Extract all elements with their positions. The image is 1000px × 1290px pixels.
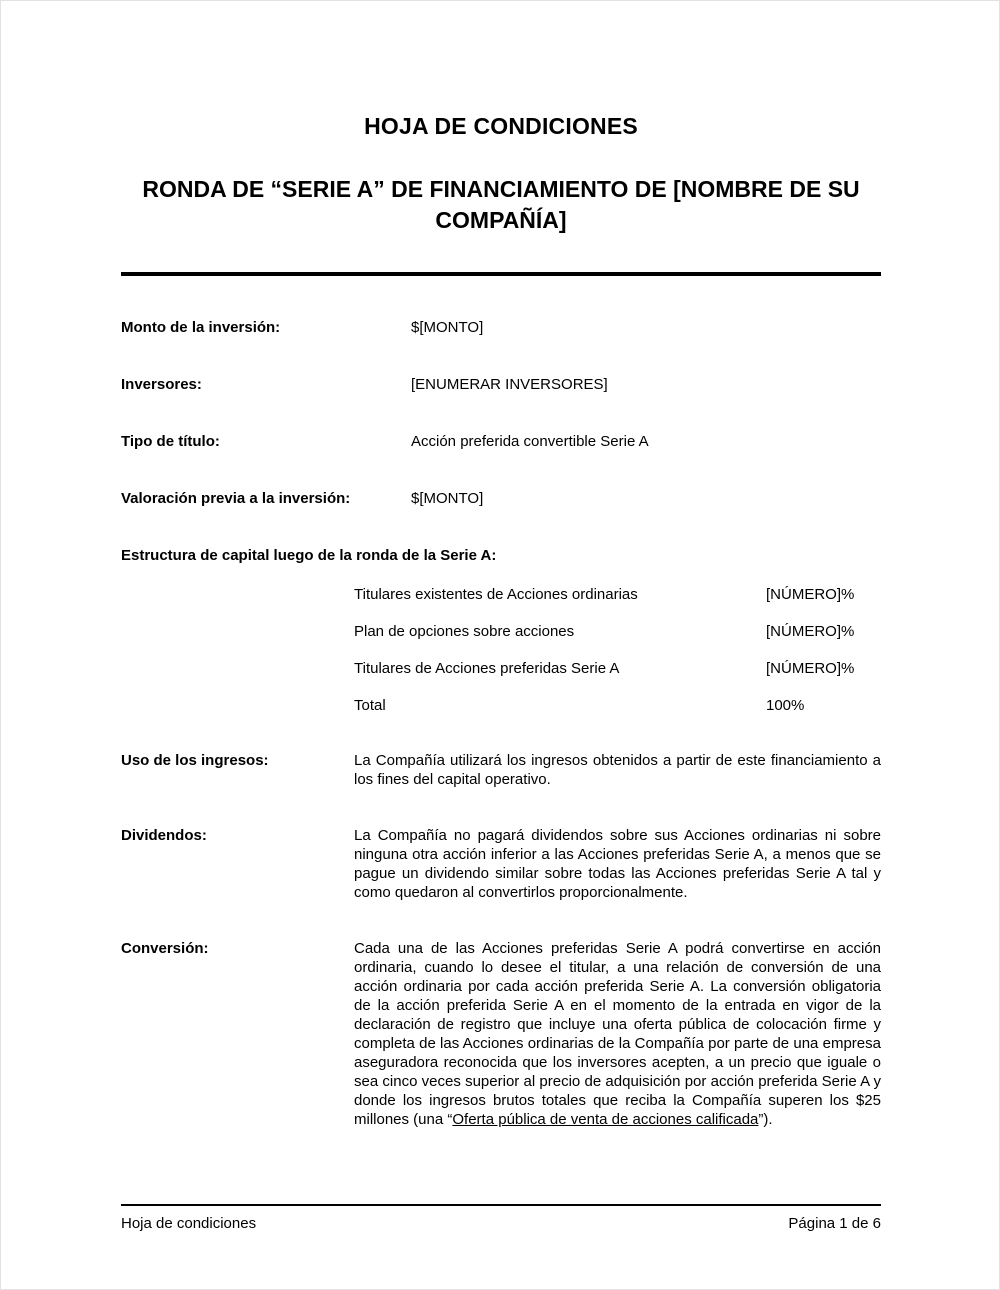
section-text: La Compañía no pagará dividendos sobre sus Acciones ordinarias ni sobre ninguna otra acción inferior a las Acciones preferidas Serie A, a menos que se pague un dividendo similar sobre todas las Acciones preferidas Serie A tal y como quedaron al convertirlos proporcionalmente. <box>354 827 881 901</box>
table-cell-value: [NÚMERO]% <box>766 586 855 603</box>
conversion-text-after: ”). <box>758 1111 773 1128</box>
field-value: $[MONTO] <box>411 490 484 507</box>
page-footer <box>121 1204 881 1233</box>
document-title: HOJA DE CONDICIONES <box>364 113 638 139</box>
section-text: La Compañía utilizará los ingresos obtenidos a partir de este financiamiento a los fines del capital operativo. <box>354 752 881 788</box>
capital-structure-table <box>121 585 881 715</box>
field-value: $[MONTO] <box>411 319 484 336</box>
section-label: Conversión: <box>121 940 209 957</box>
table-cell-item: Total <box>354 697 386 714</box>
capital-structure-heading: Estructura de capital luego de la ronda de la Serie A: <box>121 547 497 564</box>
section-text <box>354 939 881 1129</box>
section-use-of-proceeds <box>121 751 881 789</box>
footer-divider <box>121 1204 881 1206</box>
table-cell-value: [NÚMERO]% <box>766 660 855 677</box>
header-divider <box>121 272 881 276</box>
field-row-security-type <box>121 432 881 451</box>
table-row <box>121 622 881 641</box>
field-label: Inversores: <box>121 376 202 393</box>
section-conversion <box>121 939 881 1129</box>
section-label: Dividendos: <box>121 827 207 844</box>
table-cell-value: [NÚMERO]% <box>766 623 855 640</box>
field-label: Tipo de título: <box>121 433 220 450</box>
table-cell-item: Titulares de Acciones preferidas Serie A <box>354 660 620 677</box>
field-label: Monto de la inversión: <box>121 319 281 336</box>
table-cell-item: Titulares existentes de Acciones ordinarias <box>354 586 638 603</box>
section-dividends <box>121 826 881 902</box>
table-cell-value: 100% <box>766 697 805 714</box>
table-row-total <box>121 696 881 715</box>
footer-document-name: Hoja de condiciones <box>121 1215 257 1232</box>
table-row <box>121 659 881 678</box>
conversion-text-before: Cada una de las Acciones preferidas Serie A podrá convertirse en acción ordinaria, cuando lo desee el titular, a una relación de conversión de una acción ordinaria por cada acción preferida Serie A. La conversión obligatoria de la acción preferida Serie A en el momento de la entrada en vigor de la declaración de registro que incluye una oferta pública de colocación firme y completa de las Acciones ordinarias de la Compañía por parte de una empresa aseguradora reconocida que los inversores acepten, a un precio que iguale o sea cinco veces superior al precio de adquisición por acción preferida Serie A y donde los ingresos brutos totales que reciba la Compañía superen los $25 millones (una “ <box>354 940 881 1128</box>
field-label: Valoración previa a la inversión: <box>121 490 351 507</box>
field-row-pre-money-valuation <box>121 489 881 508</box>
footer-row <box>121 1214 881 1233</box>
summary-fields <box>121 318 881 508</box>
table-row <box>121 585 881 604</box>
conversion-underlined-term: Oferta pública de venta de acciones calificada <box>452 1111 759 1128</box>
field-row-investment-amount <box>121 318 881 337</box>
field-row-investors <box>121 375 881 394</box>
section-label: Uso de los ingresos: <box>121 752 269 769</box>
document-subtitle: RONDA DE “SERIE A” DE FINANCIAMIENTO DE [NOMBRE DE SU COMPAÑÍA] <box>142 176 860 233</box>
field-value: [ENUMERAR INVERSORES] <box>411 376 608 393</box>
field-value: Acción preferida convertible Serie A <box>411 433 649 450</box>
table-cell-item: Plan de opciones sobre acciones <box>354 623 575 640</box>
footer-page-number: Página 1 de 6 <box>788 1215 881 1232</box>
